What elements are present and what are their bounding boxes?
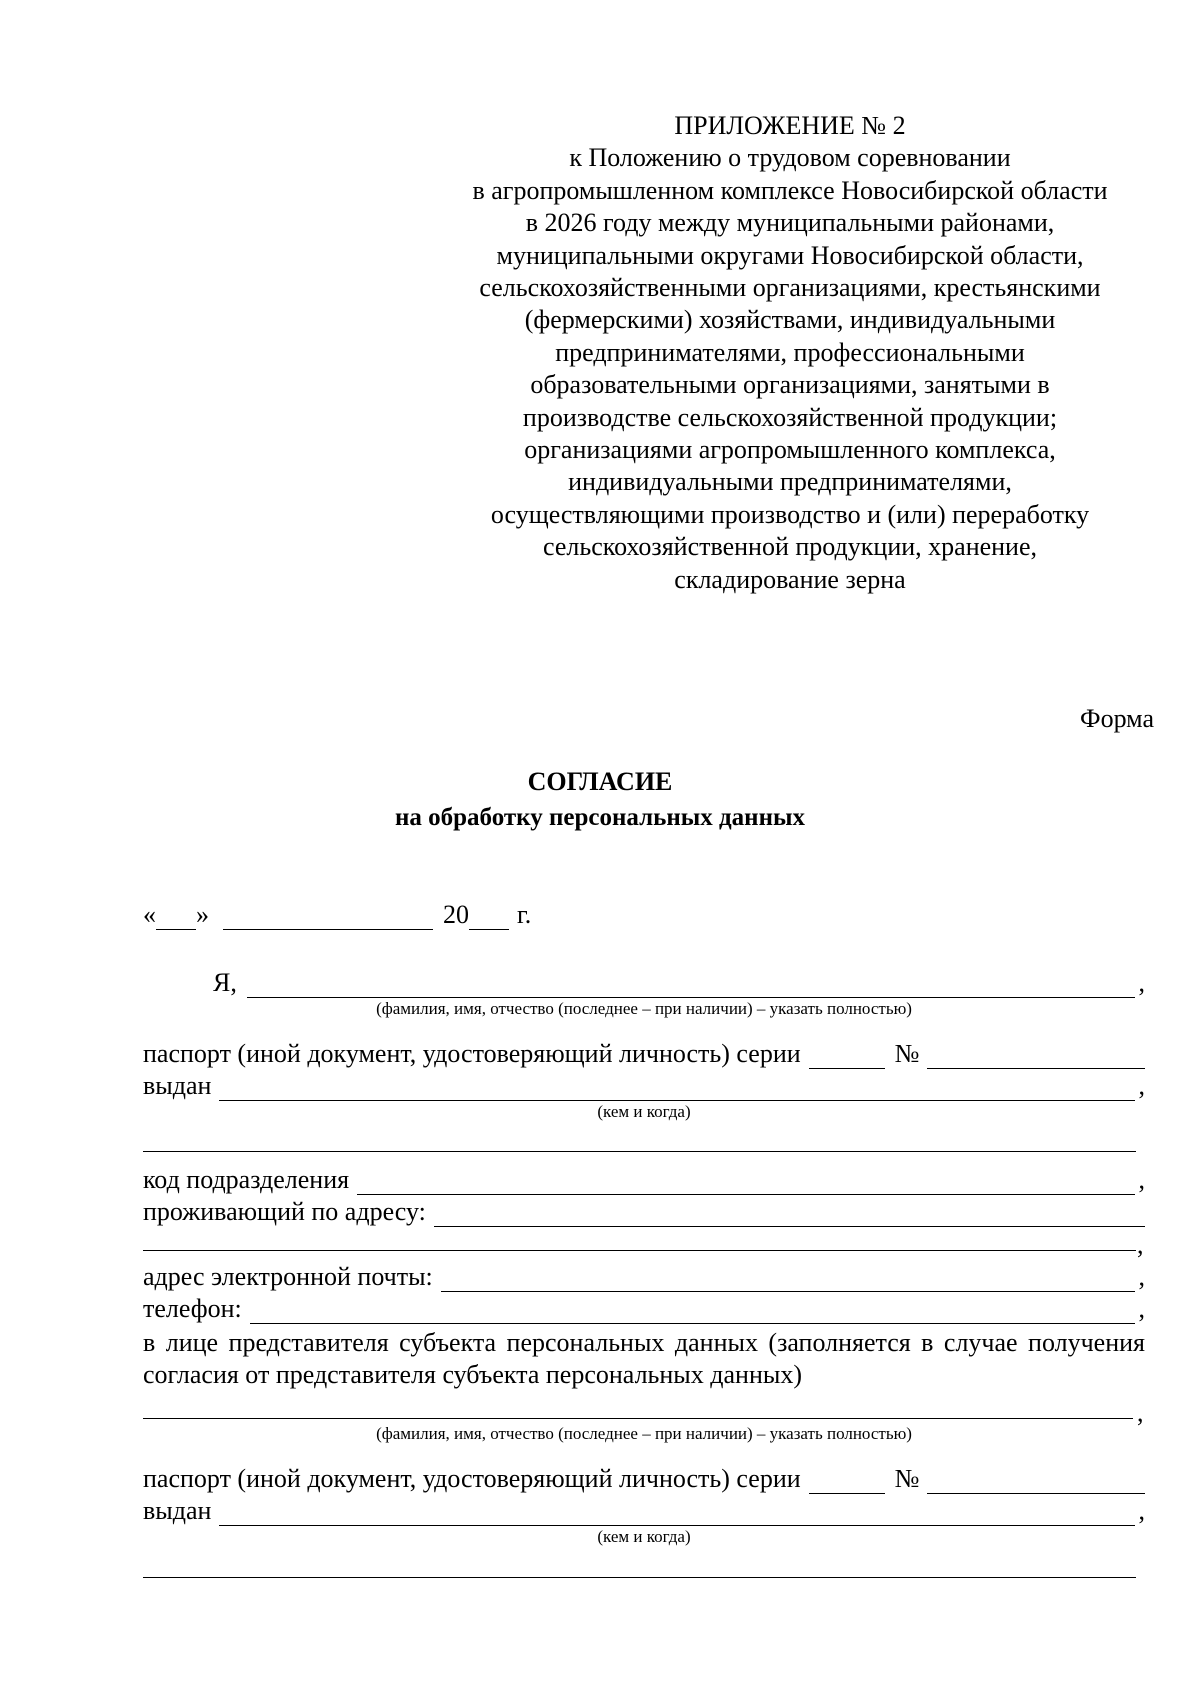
title-main: СОГЛАСИЕ bbox=[527, 767, 673, 796]
rep-passport-row bbox=[143, 1462, 1145, 1494]
passport-number-field[interactable] bbox=[927, 1042, 1145, 1069]
email-label: адрес электронной почты: bbox=[143, 1262, 433, 1291]
appendix-line: сельскохозяйственной продукции, хранение, bbox=[542, 532, 1038, 562]
number-sign: № bbox=[894, 1039, 920, 1068]
open-quote: « bbox=[143, 900, 156, 929]
comma: , bbox=[1138, 1294, 1145, 1323]
rep-passport-series-field[interactable] bbox=[809, 1467, 885, 1494]
rep-issued-label: выдан bbox=[143, 1496, 212, 1525]
fio-caption: (фамилия, имя, отчество (последнее – при наличии) – указать полностью) bbox=[376, 999, 912, 1018]
appendix-line: в 2026 году между муниципальными районами, bbox=[525, 208, 1055, 238]
division-code-label: код подразделения bbox=[143, 1165, 350, 1194]
appendix-line: организациями агропромышленного комплекса, bbox=[524, 435, 1056, 465]
address-label: проживающий по адресу: bbox=[143, 1197, 426, 1226]
day-blank[interactable] bbox=[156, 903, 196, 930]
appendix-line: складирование зерна bbox=[674, 564, 906, 594]
phone-row bbox=[143, 1292, 1145, 1324]
issued-continuation-field[interactable] bbox=[143, 1151, 1136, 1152]
date-row bbox=[143, 898, 563, 930]
rep-issued-field[interactable] bbox=[219, 1499, 1135, 1526]
comma: , bbox=[1138, 1496, 1145, 1525]
appendix-line: в агропромышленном комплексе Новосибирской области bbox=[472, 175, 1108, 205]
phone-label: телефон: bbox=[143, 1294, 242, 1323]
i-label: Я, bbox=[213, 968, 237, 997]
division-code-field[interactable] bbox=[357, 1168, 1135, 1195]
rep-issued-continuation-field[interactable] bbox=[143, 1577, 1136, 1578]
appendix-line: (фермерскими) хозяйствами, индивидуальными bbox=[524, 305, 1056, 335]
year-blank[interactable] bbox=[469, 903, 509, 930]
rep-number-sign: № bbox=[894, 1464, 920, 1493]
email-field[interactable] bbox=[441, 1265, 1135, 1292]
title-subtitle: на обработку персональных данных bbox=[395, 804, 805, 831]
rep-issued-row bbox=[143, 1494, 1145, 1526]
appendix-line: производстве сельскохозяйственной продукции; bbox=[522, 402, 1058, 432]
address-row bbox=[143, 1195, 1145, 1227]
email-row bbox=[143, 1260, 1145, 1292]
issued-field[interactable] bbox=[219, 1074, 1135, 1101]
appendix-line: муниципальными округами Новосибирской области, bbox=[496, 240, 1084, 270]
issued-label: выдан bbox=[143, 1071, 212, 1100]
issued-caption: (кем и когда) bbox=[597, 1102, 691, 1121]
representative-paragraph: в лице представителя субъекта персональных данных (заполняется в случае получения согласия от представителя субъекта персональных данных) bbox=[143, 1328, 1145, 1389]
division-code-row bbox=[143, 1163, 1145, 1195]
rep-issued-caption: (кем и когда) bbox=[597, 1527, 691, 1546]
rep-passport-label: паспорт (иной документ, удостоверяющий личность) серии bbox=[143, 1464, 801, 1493]
document-title bbox=[0, 764, 1200, 836]
comma: , bbox=[1138, 968, 1145, 997]
passport-row bbox=[143, 1037, 1145, 1069]
appendix-header bbox=[420, 110, 1160, 596]
address-continuation-field[interactable] bbox=[143, 1250, 1136, 1251]
representative-fio-caption: (фамилия, имя, отчество (последнее – при наличии) – указать полностью) bbox=[376, 1424, 912, 1443]
appendix-line: предпринимателями, профессиональными bbox=[555, 337, 1025, 367]
fio-field[interactable] bbox=[247, 971, 1135, 998]
address-field[interactable] bbox=[434, 1200, 1145, 1227]
appendix-line: осуществляющими производство и (или) переработку bbox=[490, 499, 1090, 529]
comma: , bbox=[1138, 1071, 1145, 1100]
comma: , bbox=[1137, 1398, 1144, 1427]
issued-row bbox=[143, 1069, 1145, 1101]
month-blank[interactable] bbox=[223, 903, 433, 930]
appendix-line: сельскохозяйственными организациями, крестьянскими bbox=[479, 273, 1101, 303]
appendix-line: ПРИЛОЖЕНИЕ № 2 bbox=[674, 111, 906, 140]
phone-field[interactable] bbox=[250, 1297, 1135, 1324]
appendix-line: образовательными организациями, занятыми в bbox=[530, 370, 1050, 400]
representative-fio-field[interactable] bbox=[143, 1418, 1133, 1419]
comma: , bbox=[1137, 1230, 1144, 1259]
year-prefix: 20 bbox=[443, 900, 469, 929]
comma: , bbox=[1138, 1262, 1145, 1291]
comma: , bbox=[1138, 1165, 1145, 1194]
fio-row bbox=[213, 966, 1145, 998]
year-suffix: г. bbox=[517, 900, 532, 929]
appendix-line: к Положению о трудовом соревновании bbox=[569, 143, 1011, 173]
appendix-line: индивидуальными предпринимателями, bbox=[568, 467, 1012, 497]
close-quote: » bbox=[196, 900, 209, 929]
rep-passport-number-field[interactable] bbox=[927, 1467, 1145, 1494]
form-label: Форма bbox=[1080, 704, 1154, 733]
passport-series-field[interactable] bbox=[809, 1042, 885, 1069]
passport-label: паспорт (иной документ, удостоверяющий личность) серии bbox=[143, 1039, 801, 1068]
